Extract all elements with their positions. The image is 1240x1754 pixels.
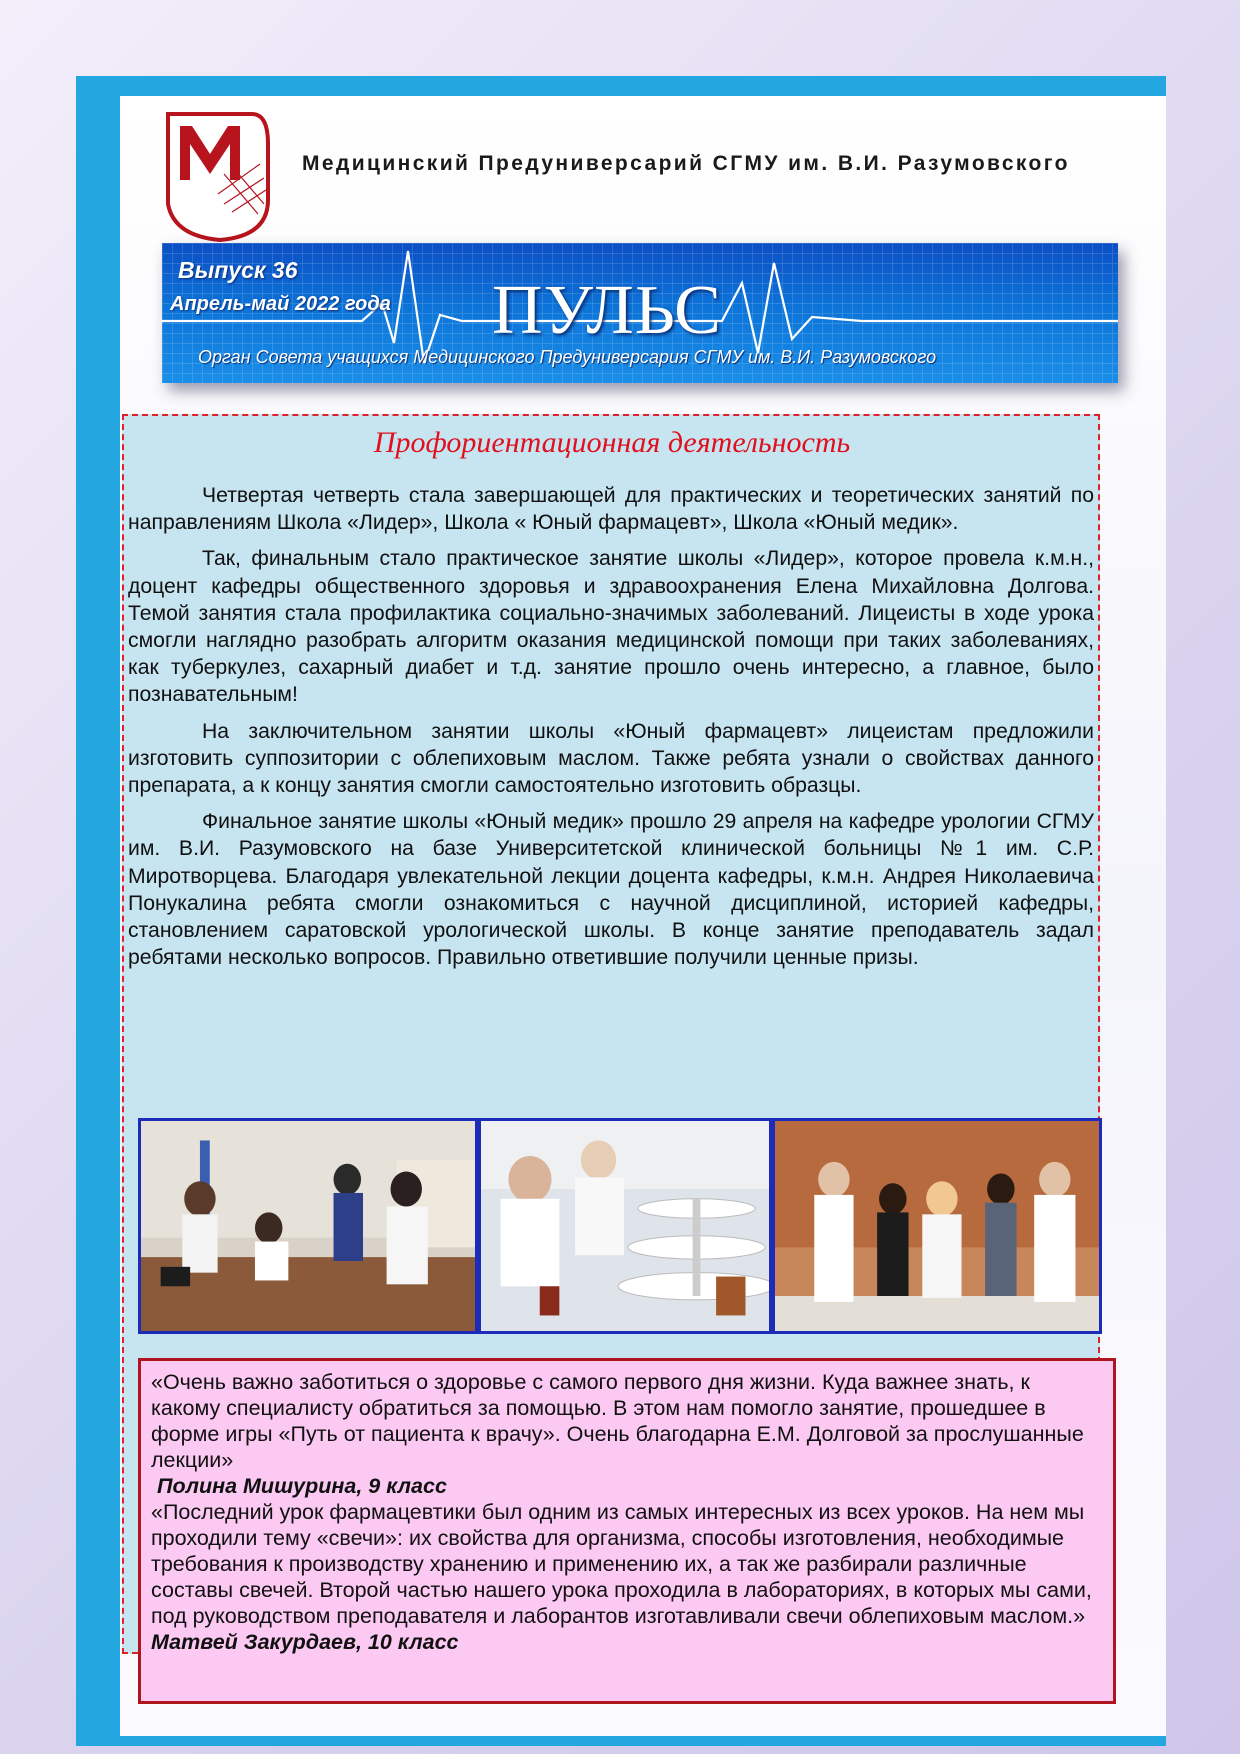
article-title: Профориентационная деятельность (373, 426, 851, 459)
article-paragraph: Четвертая четверть стала завершающей для практических и теоретических занятий по направлениям Школа «Лидер», Школа « Юный фармацевт», Школа «Юный медик». (128, 484, 1094, 535)
newspaper-name: ПУЛЬС (492, 272, 722, 349)
classroom-photo-icon (138, 1118, 478, 1334)
testimonial-text: «Очень важно заботиться о здоровье с самого первого дня жизни. Куда важнее знать, к какому специалисту обратиться за помощью. В этом нам помогло занятие, прошедшее в форме игры «Путь от пациента к врачу». Очень благодарна Е.М. Долговой за прослушанные лекции» (151, 1370, 1084, 1472)
institution-title: Медицинский Предуниверсарий СГМУ им. В.И. Разумовского (302, 152, 1070, 175)
article-paragraph: Финальное занятие школы «Юный медик» прошло 29 апреля на кафедре урологии СГМУ им. В.И. Разумовского на базе Университетской клинической больницы №1 им. С.Р. Миротворцева. Благодаря увлекательной лекции доцента кафедры, к.м.н. Андрея Николаевича Понукалина ребята смогли ознакомиться с научной дисциплиной, историей кафедры, становлением саратовской урологической школы. В конце занятие преподаватель задал ребятами несколько вопросов. Правильно ответившие получили ценные призы. (128, 810, 1094, 970)
medical-preuniversary-logo-icon (160, 104, 272, 244)
testimonials-box (138, 1358, 1116, 1704)
newspaper-banner (162, 243, 1118, 383)
article-body (128, 482, 1094, 980)
article-paragraph: Так, финальным стало практическое занятие школы «Лидер», которое провела к.м.н., доцент кафедры общественного здоровья и здравоохранения Елена Михайловна Долгова. Темой занятия стала профилактика социально-значимых заболеваний. Лицеисты в ходе урока смогли наглядно разобрать алгоритм оказания медицинской помощи при таких заболеваниях, как туберкулез, сахарный диабет и т.д. занятие прошло очень интересно, а главное, было познавательным! (128, 547, 1094, 707)
testimonial-text: «Последний урок фармацевтики был одним из самых интересных из всех уроков. На нем мы проходили тему «свечи»: их свойства для организма, способы изготовления, необходимые требования к производству хранению и применению их, а так же разбирали различные составы свечей. Второй частью нашего урока проходила в лабораториях, в которых мы сами, под руководством преподавателя и лаборантов изготавливали свечи облепиховым маслом.» (151, 1500, 1092, 1628)
testimonial-author: Матвей Закурдаев, 10 класс (151, 1630, 459, 1654)
testimonial-author: Полина Мишурина, 9 класс (157, 1474, 447, 1498)
newspaper-subtitle: Орган Совета учащихся Медицинского Предуниверсария СГМУ им. В.И. Разумовского (198, 347, 937, 367)
issue-number: Выпуск 36 (178, 257, 298, 283)
article-paragraph: На заключительном занятии школы «Юный фармацевт» лицеистам предложили изготовить суппозитории с облепиховым маслом. Также ребята узнали о свойствах данного препарата, а к концу занятия смогли самостоятельно изготовить образцы. (128, 719, 1094, 798)
laboratory-photo-icon (478, 1118, 772, 1334)
issue-date: Апрель-май 2022 года (170, 293, 391, 315)
group-photo-icon (772, 1118, 1102, 1334)
